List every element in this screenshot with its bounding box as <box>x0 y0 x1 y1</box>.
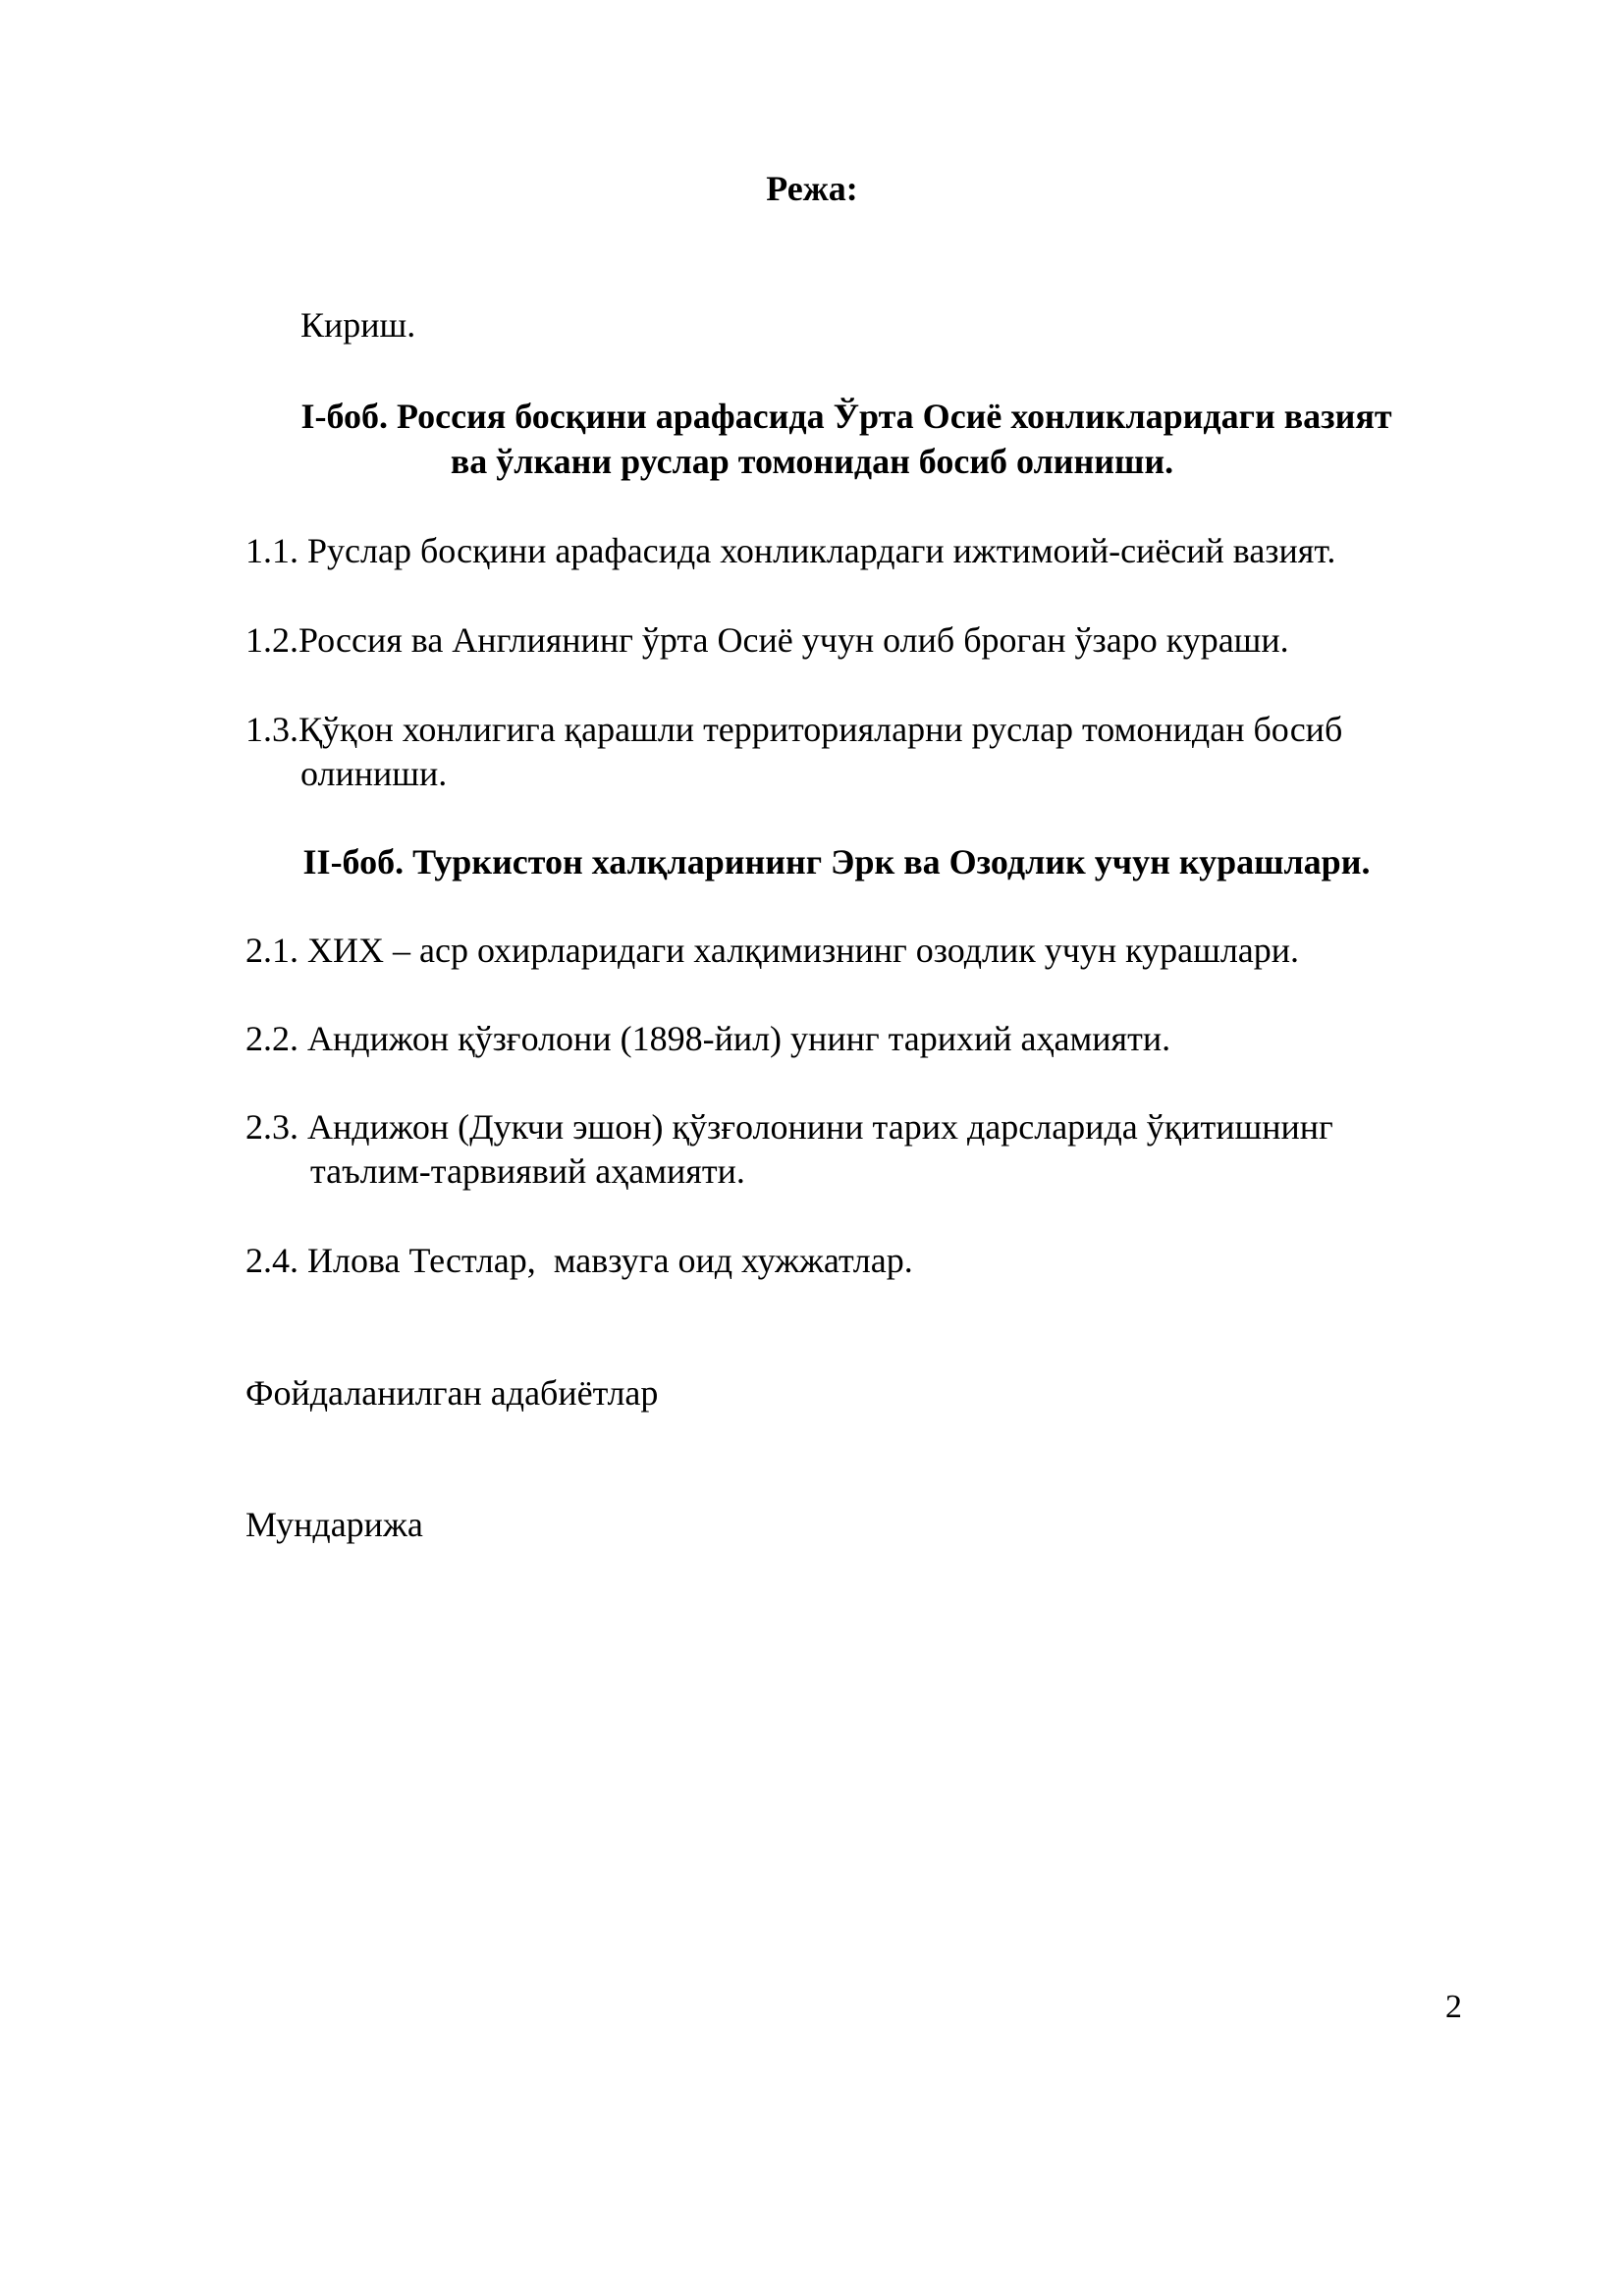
introduction: Кириш. <box>300 305 416 345</box>
item-1-3-line-1: 1.3.Қўқон хонлигига қарашли территорияларни руслар томонидан босиб <box>245 710 1343 749</box>
item-2-4: 2.4. Илова Тестлар, мавзуга оид хужжатлар. <box>245 1241 913 1280</box>
chapter-2-title: II-боб. Туркистон халқларининг Эрк ва Озодлик учун курашлари. <box>302 842 1371 881</box>
item-1-1: 1.1. Руслар босқини арафасида хонликлардаги ижтимоий-сиёсий вазият. <box>245 531 1336 570</box>
contents-heading: Мундарижа <box>245 1505 423 1544</box>
item-1-2: 1.2.Россия ва Англиянинг ўрта Осиё учун олиб броган ўзаро кураши. <box>245 620 1289 660</box>
chapter-1-title-line-2: ва ўлкани руслар томонидан босиб олиниши. <box>450 442 1174 481</box>
chapter-1-title-line-1: I-боб. Россия босқини арафасида Ўрта Осиё хонликларидаги вазият <box>300 397 1392 436</box>
item-1-3-line-2: олиниши. <box>300 754 448 793</box>
references-heading: Фойдаланилган адабиётлар <box>245 1373 659 1413</box>
plan-title: Режа: <box>766 169 858 208</box>
item-2-3-line-1: 2.3. Андижон (Дукчи эшон) қўзғолонини тарих дарсларида ўқитишнинг <box>245 1107 1333 1147</box>
item-2-3-line-2: таълим-тарвиявий аҳамияти. <box>310 1151 745 1191</box>
page-number: 2 <box>1445 1989 1462 2025</box>
item-2-1: 2.1. ХИХ – аср охирларидаги халқимизнинг озодлик учун курашлари. <box>245 931 1300 970</box>
item-2-2: 2.2. Андижон қўзғолони (1898-йил) унинг тарихий аҳамияти. <box>245 1019 1171 1058</box>
